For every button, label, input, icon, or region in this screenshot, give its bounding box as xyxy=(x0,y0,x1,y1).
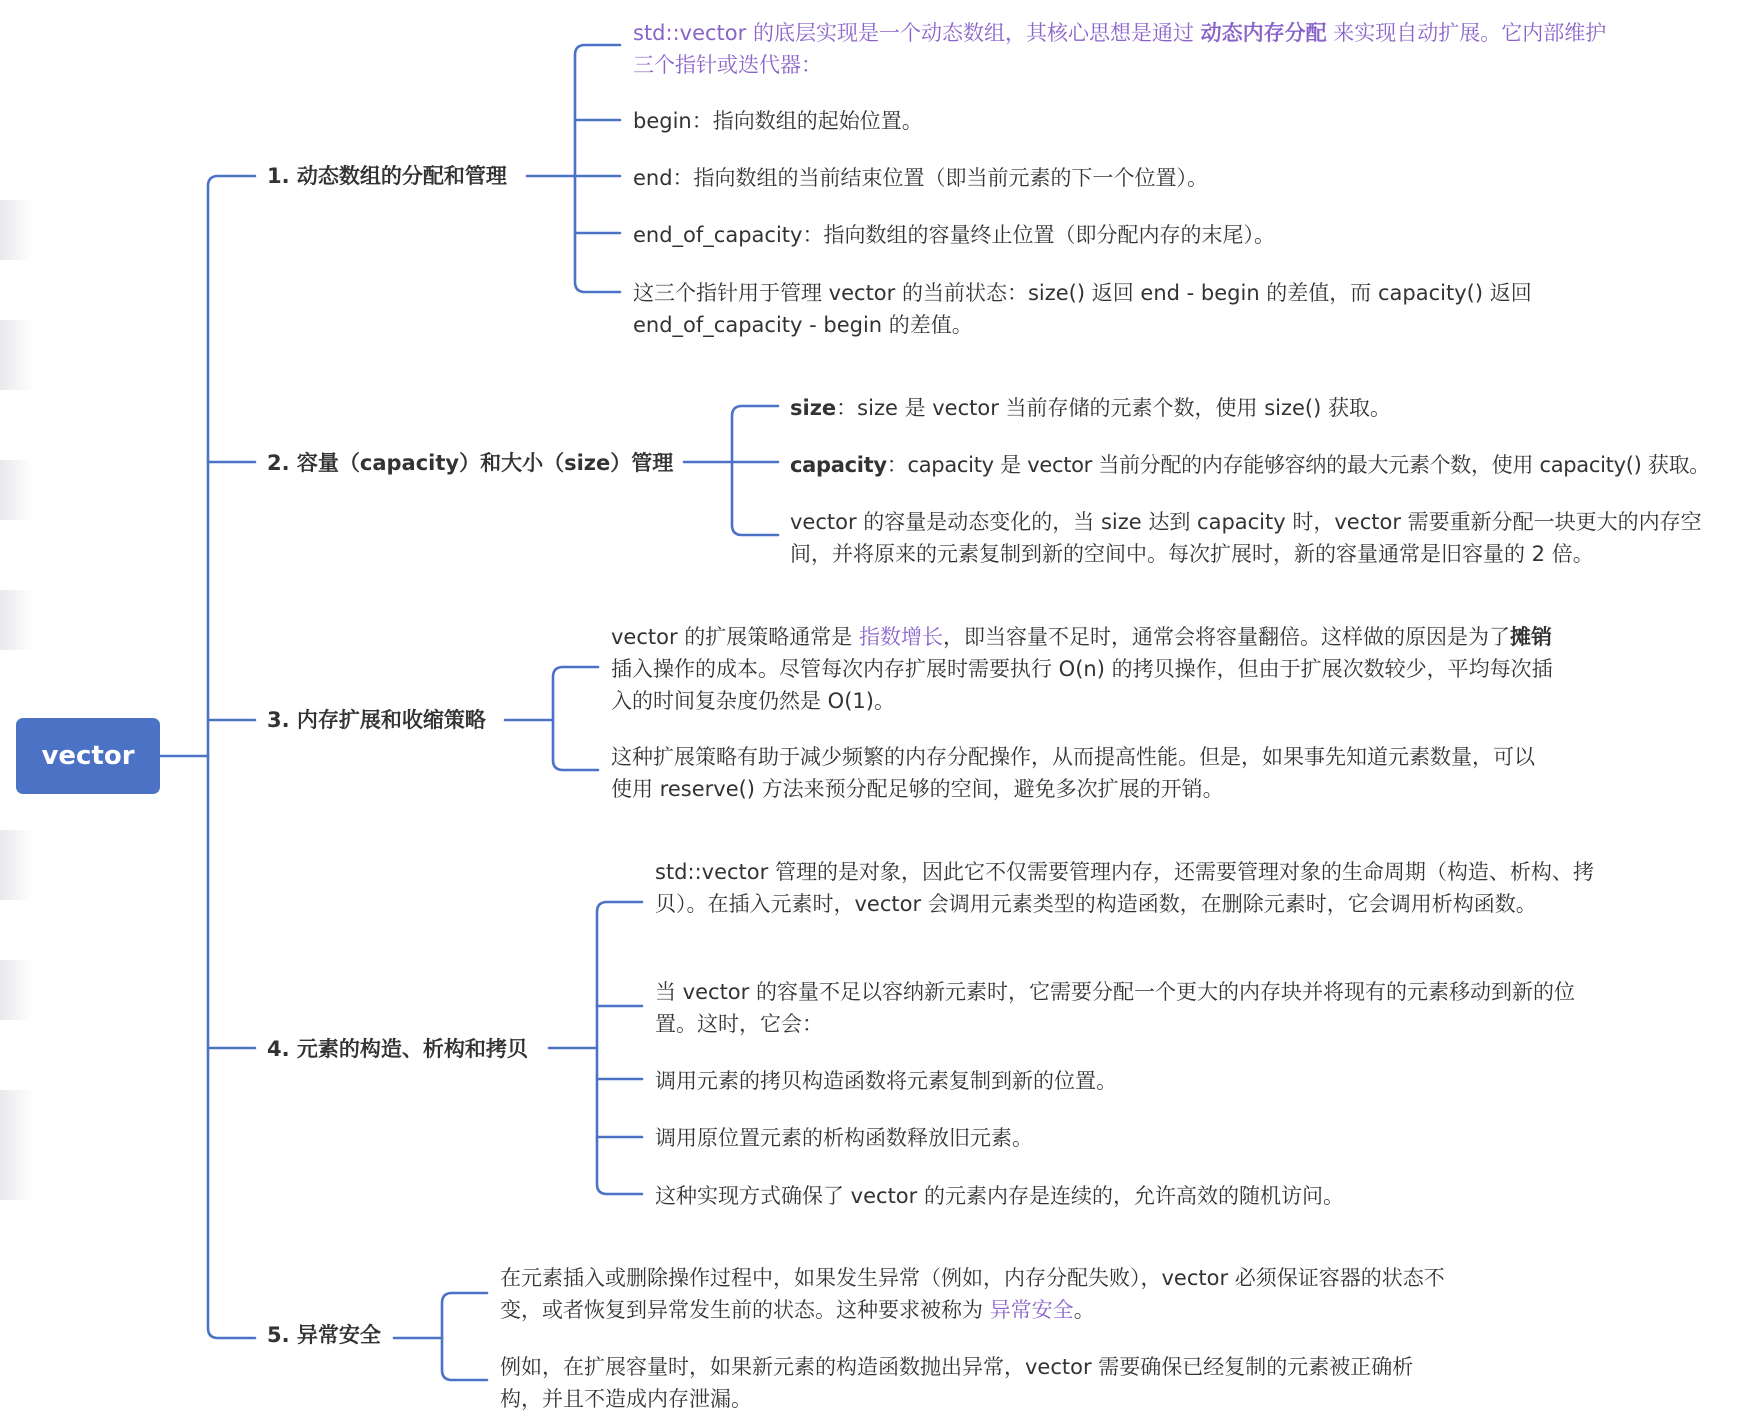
branch2-connector-link xyxy=(732,462,778,535)
branch4-connector-link xyxy=(597,1048,642,1194)
leaf-text: ：capacity 是 vector 当前分配的内存能够容纳的最大元素个数，使用 capacity() 获取。 xyxy=(886,453,1710,477)
leaf-node[interactable]: std::vector 管理的是对象，因此它不仅需要管理内存，还需要管理对象的生命周期（构造、析构、拷贝）。在插入元素时，vector 会调用元素类型的构造函数，在删除元素时，它会调用析构函数。 xyxy=(655,860,1594,916)
branch4-connector-link xyxy=(597,902,642,1048)
branch-node-4[interactable]: 4. 元素的构造、析构和拷贝 xyxy=(267,1037,528,1061)
leaf-text: vector 的扩展策略通常是 xyxy=(611,625,859,649)
branch-node-5[interactable]: 5. 异常安全 xyxy=(267,1323,381,1347)
branch5-connector-link xyxy=(442,1293,487,1338)
root-label: vector xyxy=(41,741,135,771)
leaf-node[interactable]: end_of_capacity：指向数组的容量终止位置（即分配内存的末尾）。 xyxy=(633,223,1275,247)
leaf-node[interactable]: end：指向数组的当前结束位置（即当前元素的下一个位置）。 xyxy=(633,166,1209,190)
leaf-node[interactable]: vector 的容量是动态变化的，当 size 达到 capacity 时，vector 需要重新分配一块更大的内存空间，并将原来的元素复制到新的空间中。每次扩展时，新的容量通常是旧容量的 2 倍。 xyxy=(790,510,1702,566)
leaf-node[interactable] xyxy=(790,392,1735,424)
leaf-node[interactable]: 当 vector 的容量不足以容纳新元素时，它需要分配一个更大的内存块并将现有的元素移动到新的位置。这时，它会： xyxy=(655,980,1575,1036)
leaf-emphasis: 摊销 xyxy=(1509,625,1552,649)
leaf-node[interactable] xyxy=(500,1262,1445,1326)
leaf-node[interactable]: 这种实现方式确保了 vector 的元素内存是连续的，允许高效的随机访问。 xyxy=(655,1184,1344,1208)
root-node[interactable] xyxy=(16,718,160,794)
leaf-emphasis: 动态内存分配 xyxy=(1200,21,1327,45)
branch-node-1[interactable]: 1. 动态数组的分配和管理 xyxy=(267,164,507,188)
branch2-connector-link xyxy=(732,406,778,462)
leaf-node[interactable]: 这三个指针用于管理 vector 的当前状态：size() 返回 end - begin 的差值，而 capacity() 返回 end_of_capacity - begin 的差值。 xyxy=(633,281,1532,337)
branch1-connector-link xyxy=(575,45,620,176)
leaf-node[interactable]: 这种扩展策略有助于减少频繁的内存分配操作，从而提高性能。但是，如果事先知道元素数量，可以使用 reserve() 方法来预分配足够的空间，避免多次扩展的开销。 xyxy=(611,745,1535,801)
leaf-text: 插入操作的成本。尽管每次内存扩展时需要执行 O(n) 的拷贝操作，但由于扩展次数较少，平均每次插入的时间复杂度仍然是 O(1)。 xyxy=(611,657,1553,713)
leaf-text: ：size 是 vector 当前存储的元素个数，使用 size() 获取。 xyxy=(836,396,1391,420)
leaf-emphasis: size xyxy=(790,396,837,420)
leaf-highlight: 指数增长 xyxy=(858,625,943,649)
leaf-node[interactable]: 例如，在扩展容量时，如果新元素的构造函数抛出异常，vector 需要确保已经复制的元素被正确析构，并且不造成内存泄漏。 xyxy=(500,1355,1414,1411)
leaf-highlight: 异常安全 xyxy=(989,1298,1074,1322)
leaf-text: std::vector 的底层实现是一个动态数组，其核心思想是通过 xyxy=(633,21,1201,45)
leaf-node[interactable] xyxy=(611,621,1561,717)
branch5-connector-link xyxy=(442,1338,487,1380)
branch3-connector-link xyxy=(553,720,598,770)
leaf-node[interactable]: 调用原位置元素的析构函数释放旧元素。 xyxy=(655,1126,1033,1150)
leaf-text: 在元素插入或删除操作过程中，如果发生异常（例如，内存分配失败），vector 必须保证容器的状态不变，或者恢复到异常发生前的状态。这种要求被称为 xyxy=(500,1266,1445,1322)
root-connector-link xyxy=(208,176,255,756)
branch-node-3[interactable]: 3. 内存扩展和收缩策略 xyxy=(267,708,486,732)
leaf-emphasis: capacity xyxy=(790,453,887,477)
leaf-text: 。 xyxy=(1073,1298,1095,1322)
leaf-node[interactable] xyxy=(790,449,1735,481)
branch3-connector-link xyxy=(553,667,598,720)
branch-node-2[interactable]: 2. 容量（capacity）和大小（size）管理 xyxy=(267,451,674,475)
leaf-node[interactable] xyxy=(633,17,1608,81)
leaf-text: 来实现自动扩展。它内部维护三个指针或迭代器： xyxy=(633,21,1607,77)
leaf-node[interactable]: begin：指向数组的起始位置。 xyxy=(633,109,923,133)
leaf-node[interactable]: 调用元素的拷贝构造函数将元素复制到新的位置。 xyxy=(655,1069,1117,1093)
leaf-text: ，即当容量不足时，通常会将容量翻倍。这样做的原因是为了 xyxy=(942,625,1510,649)
